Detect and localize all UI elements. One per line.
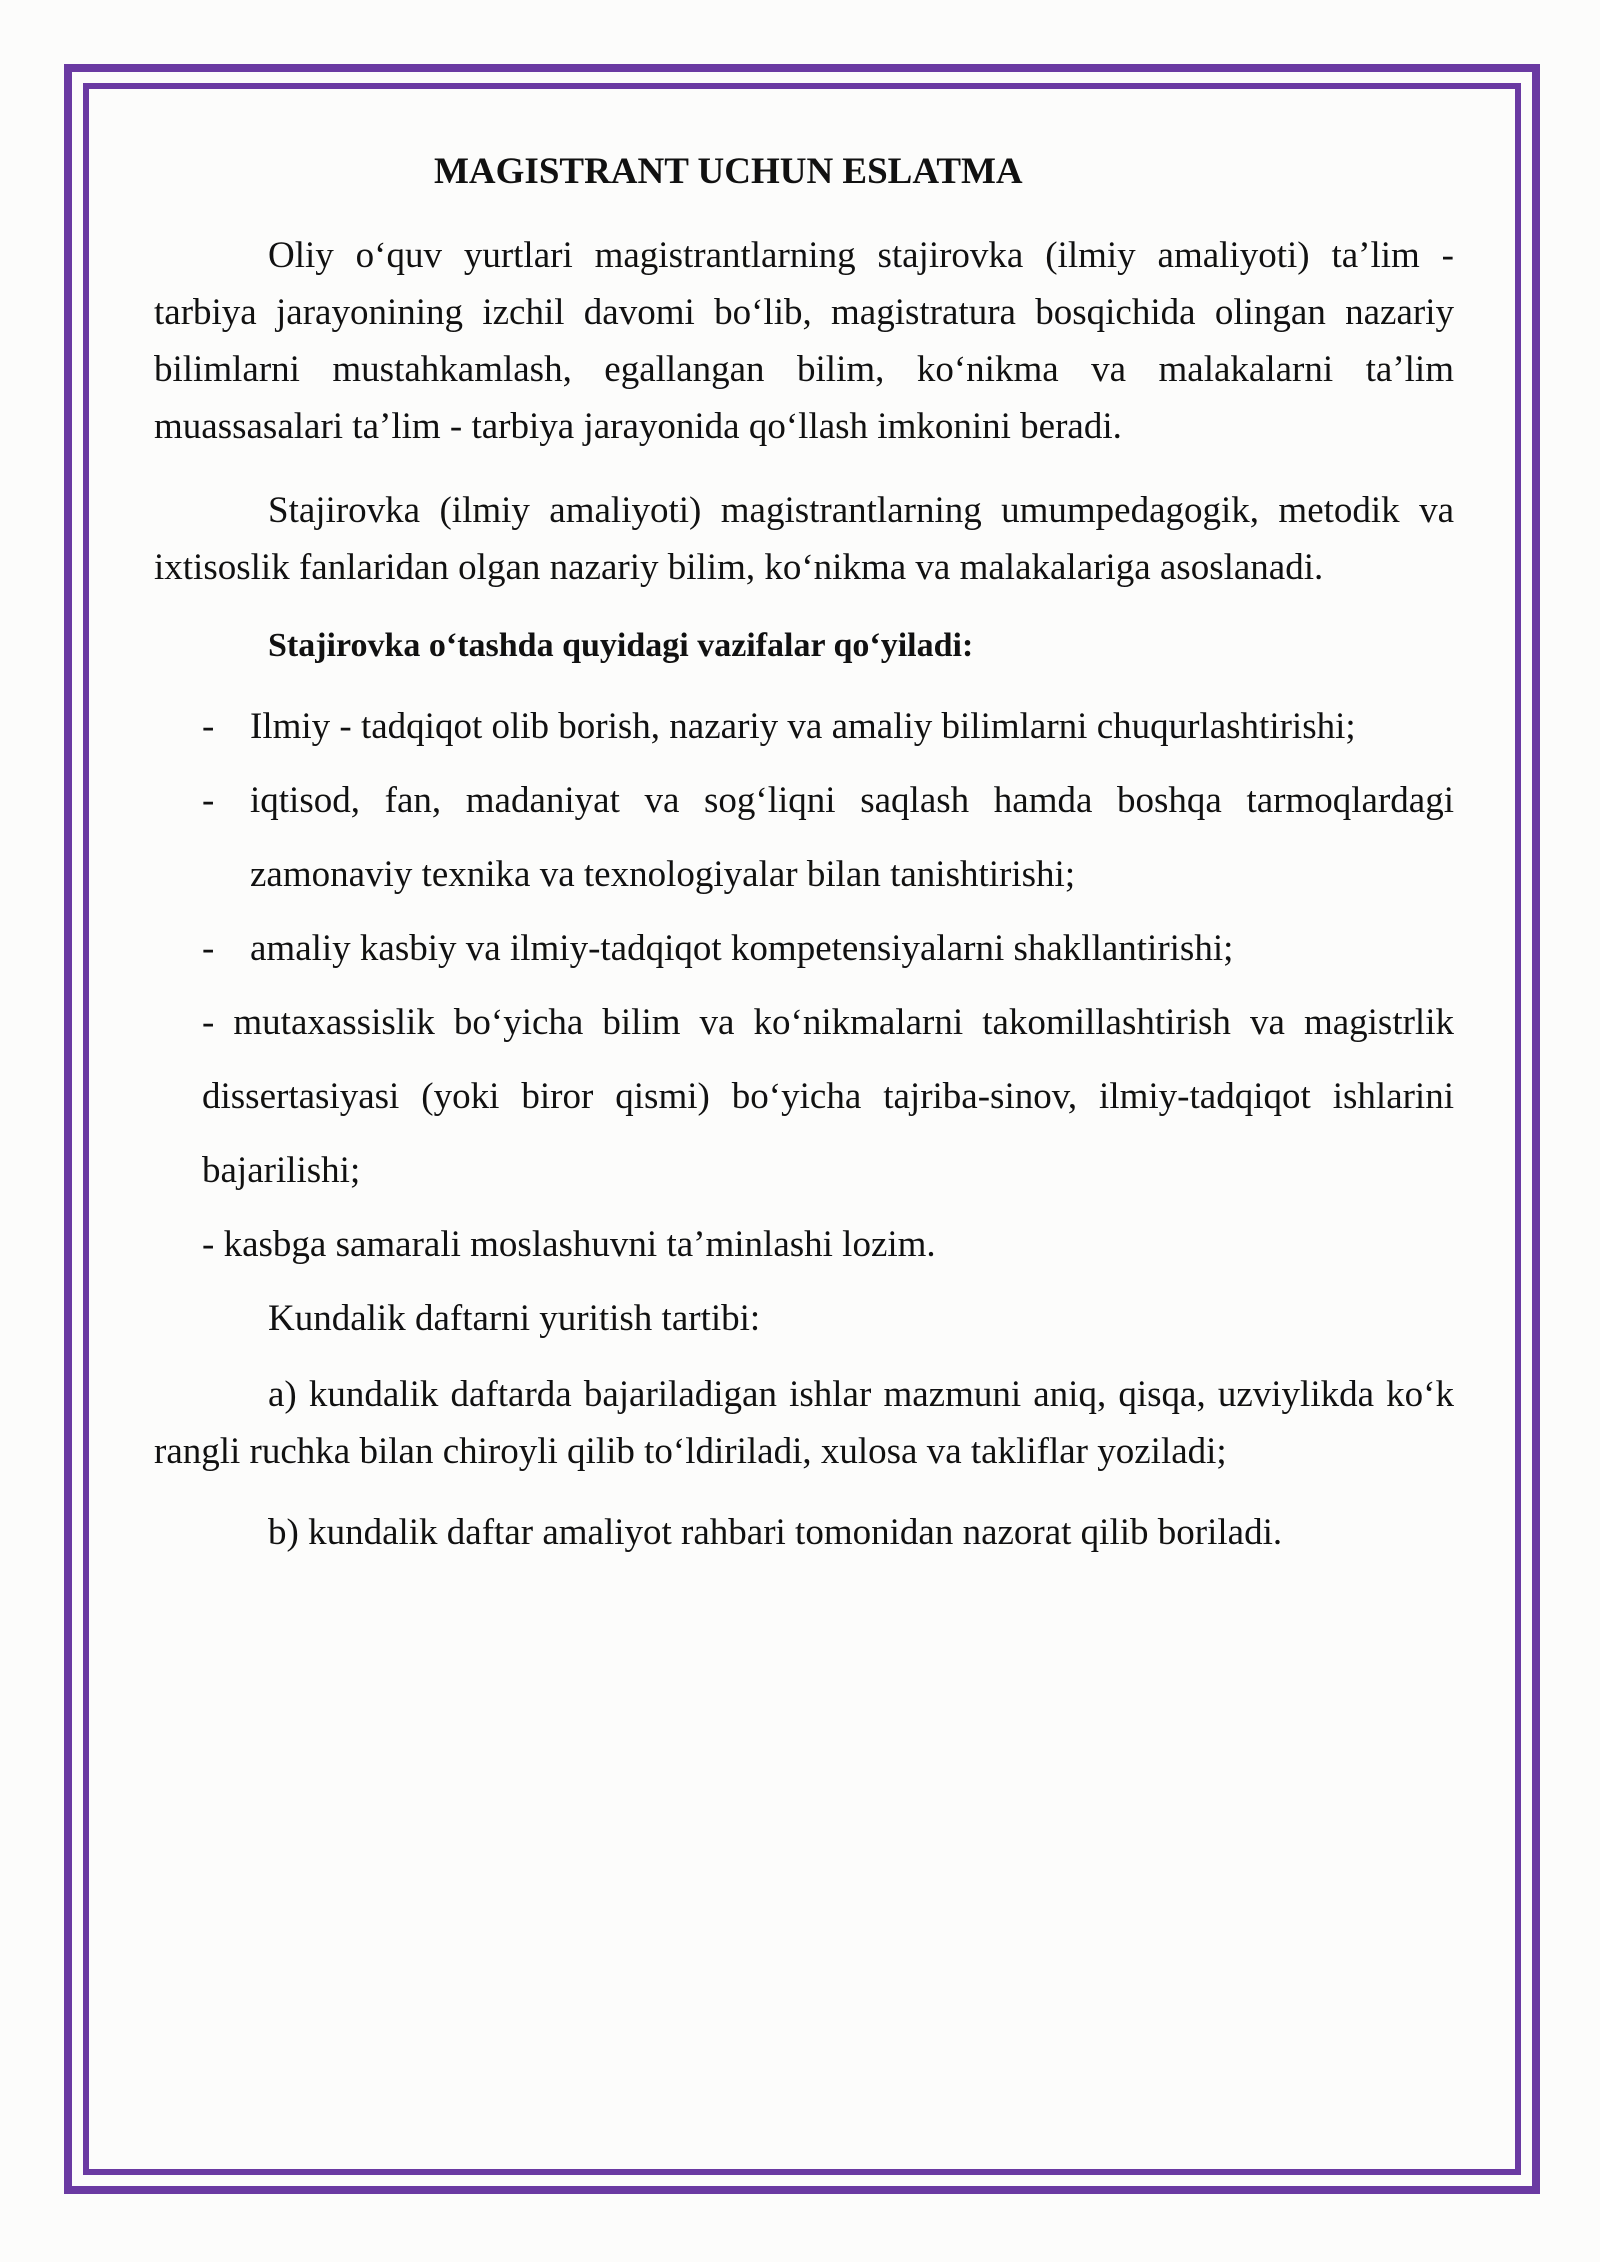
list-item	[154, 690, 1454, 764]
list-dash: -	[202, 928, 215, 970]
task-text: iqtisod, fan, madaniyat va sog‘liqni saqlash hamda boshqa tarmoqlardagi zamonaviy texnika va texnologiyalar bilan tanishtirishi;	[250, 780, 1454, 896]
task-text: amaliy kasbiy va ilmiy-tadqiqot kompetensiyalarni shakllantirishi;	[250, 928, 1234, 970]
paragraph-intro: Oliy o‘quv yurtlari magistrantlarning stajirovka (ilmiy amaliyoti) ta’lim - tarbiya jarayonining izchil davomi bo‘lib, magistratura bosqichida olingan nazariy bilimlarni mustahkamlash, egallangan bilim, ko‘nikma va malakalarni ta’lim muassasalari ta’lim - tarbiya jarayonida qo‘llash imkonini beradi.	[154, 235, 1454, 448]
list-item	[154, 912, 1454, 986]
paragraph-basis: Stajirovka (ilmiy amaliyoti) magistrantlarning umumpedagogik, metodik va ixtisoslik fanlaridan olgan nazariy bilim, ko‘nikma va malakalariga asoslanadi.	[154, 490, 1454, 589]
document-body	[154, 150, 1454, 1561]
task-text: - mutaxassislik bo‘yicha bilim va ko‘nikmalarni takomillashtirish va magistrlik dissertasiyasi (yoki biror qismi) bo‘yicha tajriba-sinov, ilmiy-tadqiqot ishlarini bajarilishi;	[202, 1002, 1454, 1192]
task-text: - kasbga samarali moslashuvni ta’minlashi lozim.	[202, 1224, 936, 1266]
tasks-list	[154, 690, 1454, 1282]
tasks-heading: Stajirovka o‘tashda quyidagi vazifalar qo‘yiladi:	[268, 627, 974, 665]
list-dash: -	[202, 780, 215, 822]
list-item	[154, 764, 1454, 912]
diary-title: Kundalik daftarni yuritish tartibi:	[268, 1298, 761, 1340]
document-title: MAGISTRANT UCHUN ESLATMA	[434, 151, 1023, 192]
list-dash: -	[202, 706, 215, 748]
list-item	[154, 1208, 1454, 1282]
list-item	[154, 986, 1454, 1208]
diary-item-a: a) kundalik daftarda bajariladigan ishlar mazmuni aniq, qisqa, uzviylikda ko‘k rangli ruchka bilan chiroyli qilib to‘ldiriladi, xulosa va takliflar yoziladi;	[154, 1374, 1454, 1473]
task-text: Ilmiy - tadqiqot olib borish, nazariy va amaliy bilimlarni chuqurlashtirishi;	[250, 706, 1356, 748]
diary-item-b: b) kundalik daftar amaliyot rahbari tomonidan nazorat qilib boriladi.	[268, 1512, 1283, 1554]
